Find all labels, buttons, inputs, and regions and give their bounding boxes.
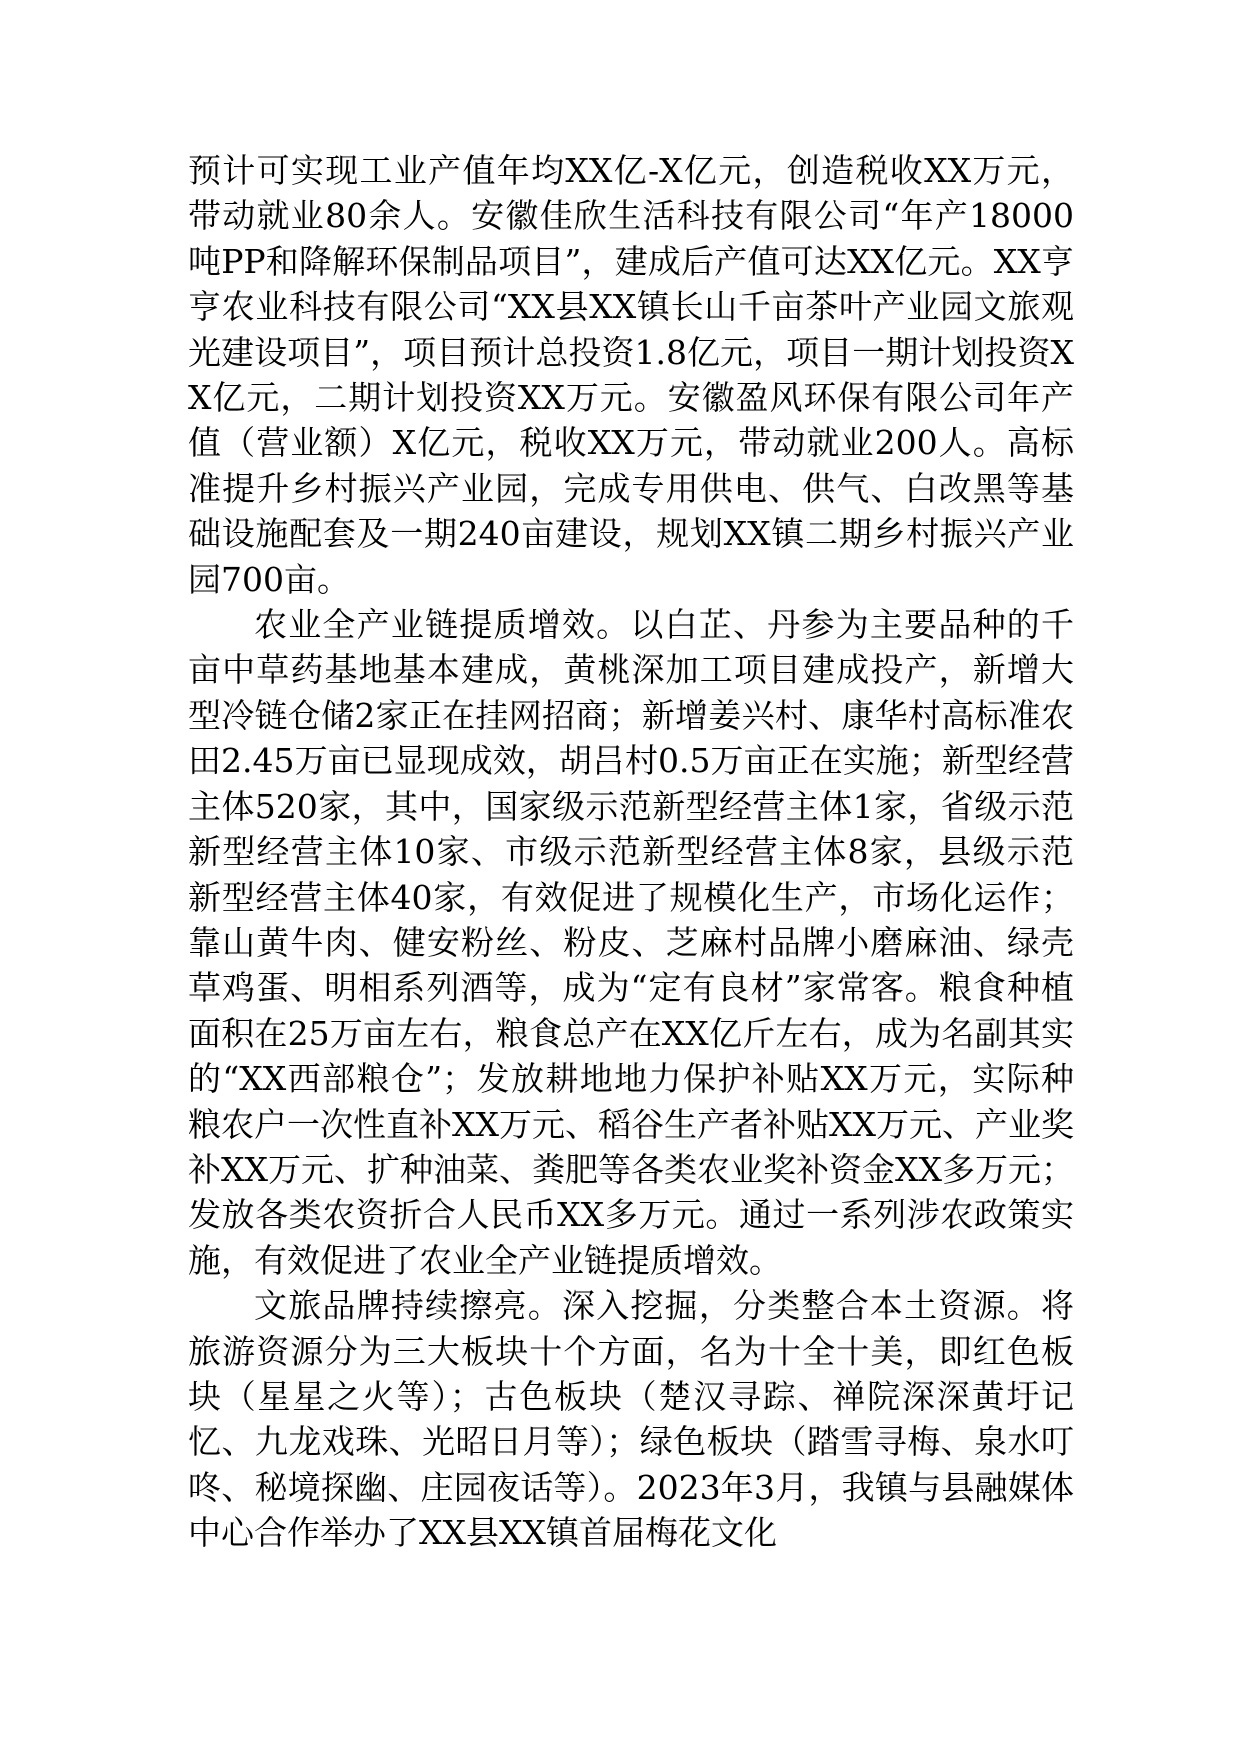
document-body [188,148,1074,1556]
paragraph-culture-tourism: 文旅品牌持续擦亮。深入挖掘，分类整合本土资源。将旅游资源分为三大板块十个方面，名为十全十美，即红色板块（星星之火等）；古色板块（楚汉寻踪、禅院深深黄圩记忆、九龙戏珠、光昭日月等）；绿色板块（踏雪寻梅、泉水叮咚、秘境探幽、庄园夜话等）。2023年3月，我镇与县融媒体中心合作举办了XX县XX镇首届梅花文化 [188,1286,1074,1553]
paragraph-industrial-output: 预计可实现工业产值年均XX亿-X亿元，创造税收XX万元，带动就业80余人。安徽佳欣生活科技有限公司“年产18000吨PP和降解环保制品项目”，建成后产值可达XX亿元。XX亨亨农业科技有限公司“XX县XX镇长山千亩茶叶产业园文旅观光建设项目”，项目预计总投资1.8亿元，项目一期计划投资XX亿元，二期计划投资XX万元。安徽盈风环保有限公司年产值（营业额）X亿元，税收XX万元，带动就业200人。高标准提升乡村振兴产业园，完成专用供电、供气、白改黑等基础设施配套及一期240亩建设，规划XX镇二期乡村振兴产业园700亩。 [188,151,1074,599]
paragraph-agriculture-chain: 农业全产业链提质增效。以白芷、丹参为主要品种的千亩中草药基地基本建成，黄桃深加工项目建成投产，新增大型冷链仓储2家正在挂网招商；新增姜兴村、康华村高标准农田2.45万亩已显现成效，胡吕村0.5万亩正在实施；新型经营主体520家，其中，国家级示范新型经营主体1家，省级示范新型经营主体10家、市级示范新型经营主体8家，县级示范新型经营主体40家，有效促进了规模化生产，市场化运作；靠山黄牛肉、健安粉丝、粉皮、芝麻村品牌小磨麻油、绿壳草鸡蛋、明相系列酒等，成为“定有良材”家常客。粮食种植面积在25万亩左右，粮食总产在XX亿斤左右，成为名副其实的“XX西部粮仓”；发放耕地地力保护补贴XX万元，实际种粮农户一次性直补XX万元、稻谷生产者补贴XX万元、产业奖补XX万元、扩种油菜、粪肥等各类农业奖补资金XX多万元；发放各类农资折合人民币XX多万元。通过一系列涉农政策实施，有效促进了农业全产业链提质增效。 [188,605,1074,1280]
